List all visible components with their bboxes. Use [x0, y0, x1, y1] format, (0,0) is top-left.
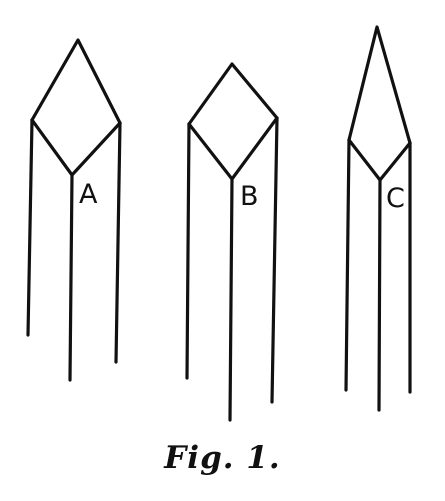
- figure-caption: Fig. 1.: [164, 440, 281, 476]
- tool-c-label: C: [386, 183, 405, 214]
- tool-c-lower-bevel: [349, 140, 410, 180]
- tool-b-upper-bevel: [189, 64, 277, 124]
- tool-c-left-edge: [346, 140, 349, 390]
- tool-a-lower-bevel: [32, 120, 120, 175]
- tool-a: [28, 40, 120, 380]
- tool-c-upper-bevel: [349, 27, 410, 143]
- tool-a-right-edge: [116, 123, 120, 362]
- tool-a-label: A: [79, 179, 98, 210]
- tool-b-label: B: [240, 181, 259, 212]
- tool-c: [346, 27, 410, 410]
- tool-a-left-edge: [28, 120, 32, 335]
- tool-b: [187, 64, 277, 420]
- tool-a-upper-bevel: [32, 40, 120, 123]
- tool-a-center-edge: [70, 175, 72, 380]
- tool-b-center-edge: [230, 179, 232, 420]
- tool-b-left-edge: [187, 124, 189, 378]
- tool-b-right-edge: [272, 118, 277, 402]
- tool-b-lower-bevel: [189, 118, 277, 179]
- tool-c-center-edge: [379, 180, 380, 410]
